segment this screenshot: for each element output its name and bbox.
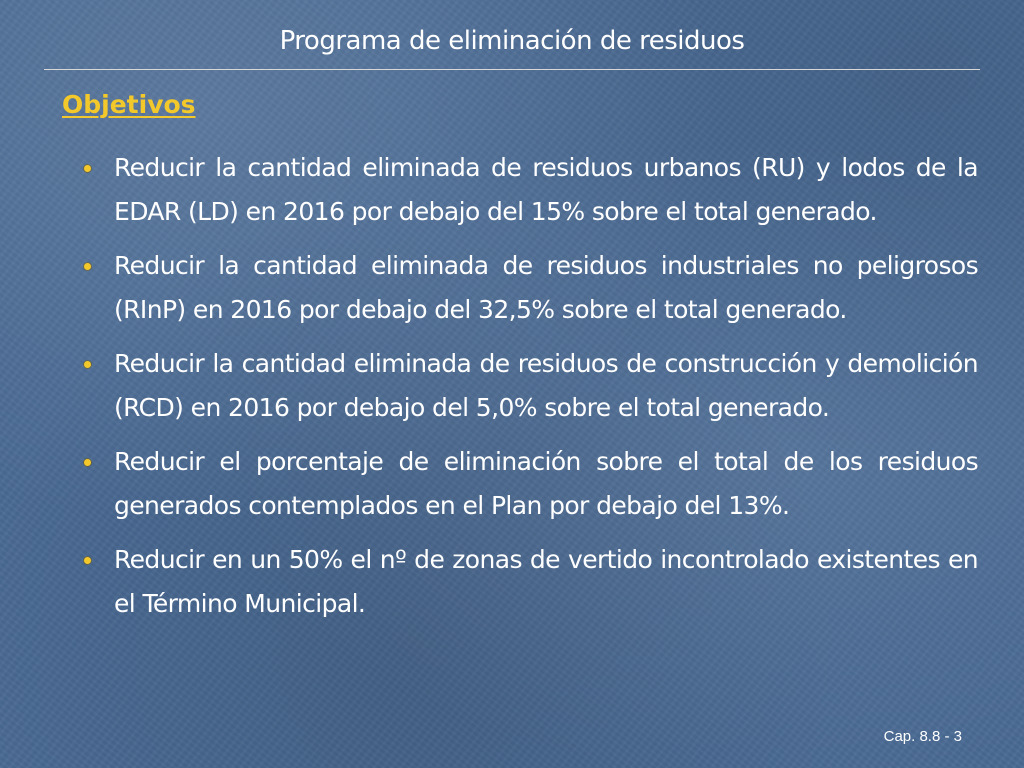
round-bullet-icon bbox=[84, 557, 91, 564]
slide-title: Programa de eliminación de residuos bbox=[279, 26, 745, 56]
objective-text: Reducir la cantidad eliminada de residuos de construcción y demolición (RCD) en 2016 por debajo del 5,0% sobre el total generado. bbox=[114, 349, 978, 422]
round-bullet-icon bbox=[84, 361, 91, 368]
page-number: Cap. 8.8 - 3 bbox=[883, 728, 962, 745]
title-divider bbox=[44, 69, 980, 70]
objective-text: Reducir el porcentaje de eliminación sobre el total de los residuos generados contemplados en el Plan por debajo del 13%. bbox=[114, 447, 978, 520]
round-bullet-icon bbox=[84, 165, 91, 172]
objectives-list bbox=[84, 146, 978, 636]
objective-item bbox=[84, 538, 978, 626]
objective-text: Reducir la cantidad eliminada de residuos urbanos (RU) y lodos de la EDAR (LD) en 2016 por debajo del 15% sobre el total generado. bbox=[114, 153, 978, 226]
objective-item bbox=[84, 440, 978, 528]
objective-item bbox=[84, 244, 978, 332]
round-bullet-icon bbox=[84, 263, 91, 270]
objective-item bbox=[84, 146, 978, 234]
objective-item bbox=[84, 342, 978, 430]
objective-text: Reducir la cantidad eliminada de residuos industriales no peligrosos (RInP) en 2016 por debajo del 32,5% sobre el total generado. bbox=[114, 251, 978, 324]
section-heading-objectives: Objetivos bbox=[62, 90, 196, 119]
round-bullet-icon bbox=[84, 459, 91, 466]
objective-text: Reducir en un 50% el nº de zonas de vertido incontrolado existentes en el Término Municipal. bbox=[114, 545, 978, 618]
